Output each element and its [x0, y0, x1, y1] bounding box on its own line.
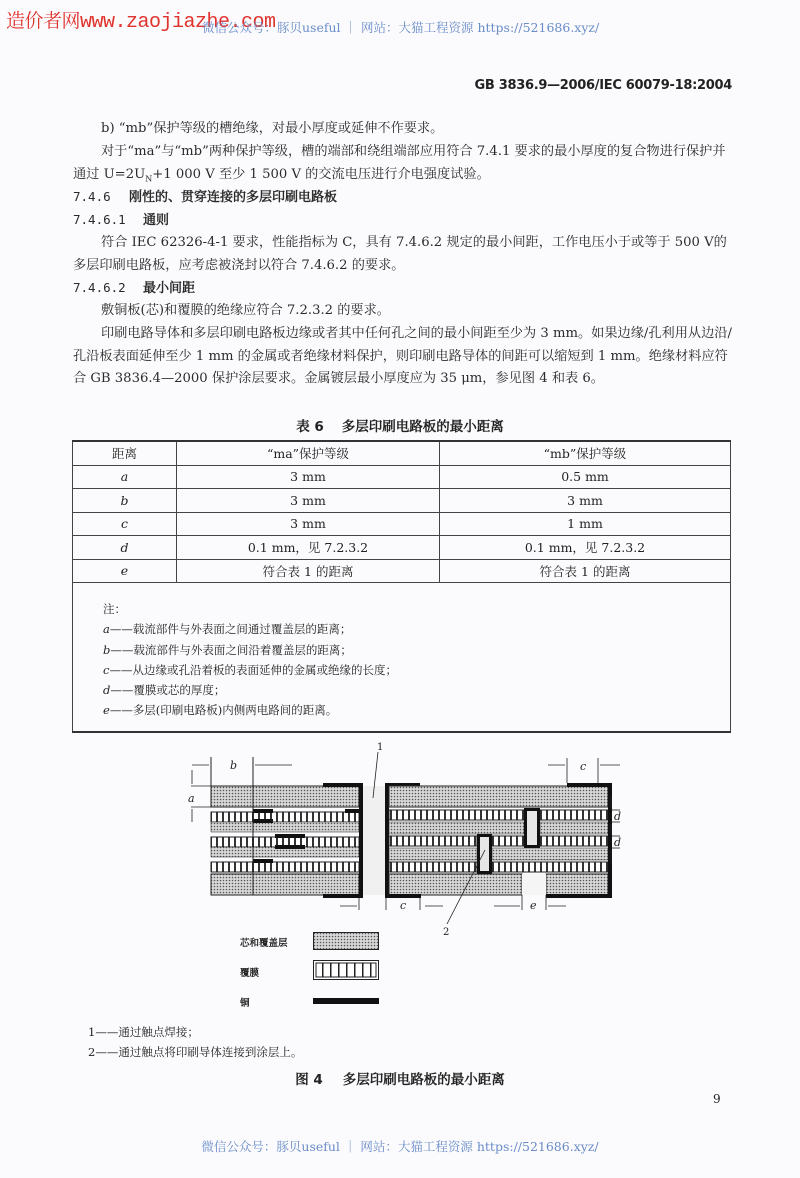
notes-label: 注： [103, 602, 126, 616]
section-7-4-6-1-heading [73, 209, 733, 233]
label-e: e [530, 899, 537, 912]
wechat-watermark-top: 微信公众号：豚贝useful ｜ 网站：大猫工程资源 https://521686.xyz/ [202, 20, 600, 35]
label-c-top-right: c [580, 760, 587, 773]
paragraph-general: 符合 IEC 62326-4-1 要求，性能指标为 C，具有 7.4.6.2 规定的最小间距，工作电压小于或等于 500 V的多层印刷电路板，应考虑被浇封以符合 7.4.6.2 的要求。 [73, 235, 727, 273]
callout-1: 1 [377, 742, 384, 753]
figure-title-text: 多层印刷电路板的最小距离 [342, 1072, 505, 1088]
note-e [103, 700, 730, 720]
striped-pattern-swatch-icon [313, 960, 379, 980]
page-number: 9 [713, 1092, 721, 1106]
note-text: ——从边缘或孔沿着板的表面延伸的金属或绝缘的长度； [109, 662, 397, 677]
table-notes-row [73, 583, 731, 732]
section-title: 刚性的、贯穿连接的多层印刷电路板 [129, 190, 338, 205]
note-b [103, 640, 730, 660]
note-d [103, 680, 730, 700]
cell-mb: 1 mm [440, 512, 731, 536]
figure-legend [240, 930, 440, 1010]
cell-symbol: c [73, 512, 177, 536]
figure-4-title [0, 1068, 800, 1088]
cell-ma: 3 mm [177, 512, 440, 536]
cell-symbol: a [73, 465, 177, 489]
label-d-lower: d [614, 836, 622, 849]
note-text: ——覆膜或芯的厚度； [110, 683, 226, 698]
cell-mb: 0.1 mm，见 7.2.3.2 [440, 536, 731, 560]
cell-ma: 符合表 1 的距离 [177, 559, 440, 583]
section-number: 7.4.6.2 [73, 280, 126, 295]
section-number: 7.4.6 [73, 189, 111, 204]
note-symbol: d [103, 683, 111, 698]
left-board [211, 757, 363, 898]
note-text: ——载流部件与外表面之间沿着覆盖层的距离； [110, 642, 352, 657]
figure-notes [88, 1022, 302, 1062]
section-7-4-6-2-heading [73, 277, 733, 301]
table-row [73, 536, 731, 560]
section-title: 通则 [143, 213, 170, 228]
table-row [73, 489, 731, 513]
figure-number: 图 4 [295, 1072, 323, 1088]
para-1-rest: +1 000 V 至少 1 500 V 的交流电压进行介电强度试验。 [152, 166, 490, 182]
pcb-cross-section-diagram [180, 740, 650, 940]
section-number: 7.4.6.1 [73, 212, 126, 227]
note-symbol: c [103, 662, 110, 677]
site-watermark-name: 造价者网 [6, 10, 81, 32]
paragraph-protection [73, 141, 733, 191]
table-6-title [0, 415, 800, 435]
header-ma: “ma”保护等级 [177, 441, 440, 465]
note-symbol: b [103, 642, 111, 657]
note-symbol: a [103, 622, 110, 637]
section-title: 最小间距 [143, 281, 196, 296]
label-c-bottom-left: c [400, 899, 407, 912]
header-mb: “mb”保护等级 [440, 441, 731, 465]
note-text: ——多层(印刷电路板)内侧两电路间的距离。 [109, 703, 338, 718]
label-b: b [230, 759, 238, 772]
cell-ma: 3 mm [177, 489, 440, 513]
cell-ma: 3 mm [177, 465, 440, 489]
table-row [73, 559, 731, 583]
header-distance: 距离 [73, 441, 177, 465]
standard-code: GB 3836.9—2006/IEC 60079-18:2004 [474, 78, 732, 93]
table-notes [73, 583, 731, 732]
cell-symbol: d [73, 536, 177, 560]
table-header-row [73, 441, 731, 465]
legend-label-film: 覆膜 [240, 968, 260, 979]
table-row [73, 512, 731, 536]
legend-label-core: 芯和覆盖层 [240, 938, 288, 949]
para-1-text: 对于“ma”与“mb”两种保护等级，槽的端部和绕组端部应用符合 7.4.1 要求的最小厚度的复合物进行保护并通过 U=2U [73, 144, 726, 182]
site-watermark-url: www.zaojiazhe.com [80, 11, 276, 34]
note-a [103, 619, 730, 639]
cell-mb: 符合表 1 的距离 [440, 559, 731, 583]
table-6 [72, 440, 731, 733]
label-a: a [188, 792, 195, 805]
item-b: b) “mb”保护等级的槽绝缘，对最小厚度或延伸不作要求。 [101, 121, 444, 136]
para-1-subscript: N [145, 174, 153, 184]
callout-2: 2 [443, 927, 450, 938]
note-symbol: e [103, 703, 110, 718]
paragraph-insulation: 敷铜板(芯)和覆膜的绝缘应符合 7.2.3.2 的要求。 [101, 303, 390, 318]
cell-symbol: e [73, 559, 177, 583]
figure-note-2: 2——通过触点将印刷导体连接到涂层上。 [88, 1045, 303, 1059]
right-board [385, 783, 612, 898]
cell-mb: 0.5 mm [440, 465, 731, 489]
label-d-upper: d [614, 810, 622, 823]
wechat-watermark-bottom: 微信公众号：豚贝useful ｜ 网站：大猫工程资源 https://521686.xyz/ [201, 1139, 599, 1154]
via-hole [363, 786, 385, 895]
legend-label-copper: 铜 [240, 998, 250, 1009]
section-7-4-6-heading [73, 186, 733, 210]
note-text: ——载流部件与外表面之间通过覆盖层的距离； [109, 622, 352, 637]
cell-symbol: b [73, 489, 177, 513]
note-c [103, 660, 730, 680]
table-number: 表 6 [296, 419, 324, 435]
cell-ma: 0.1 mm，见 7.2.3.2 [177, 536, 440, 560]
cell-mb: 3 mm [440, 489, 731, 513]
dotted-pattern-swatch-icon [313, 932, 379, 950]
solid-copper-swatch-icon [313, 997, 379, 1005]
table-title-text: 多层印刷电路板的最小距离 [341, 419, 504, 435]
table-row [73, 465, 731, 489]
paragraph-spacing: 印刷电路导体和多层印刷电路板边缘或者其中任何孔之间的最小间距至少为 3 mm。如果边缘/孔利用从边沿/孔沿板表面延伸至少 1 mm 的金属或者绝缘材料保护，则印刷电路导体的间距可以缩短到 1 mm。绝缘材料应符合 GB 3836.4—2000 保护涂层要求。金属镀层最小厚度应为 35 μm，参见图 4 和表 6。 [73, 326, 732, 386]
figure-note-1: 1——通过触点焊接； [88, 1025, 199, 1039]
